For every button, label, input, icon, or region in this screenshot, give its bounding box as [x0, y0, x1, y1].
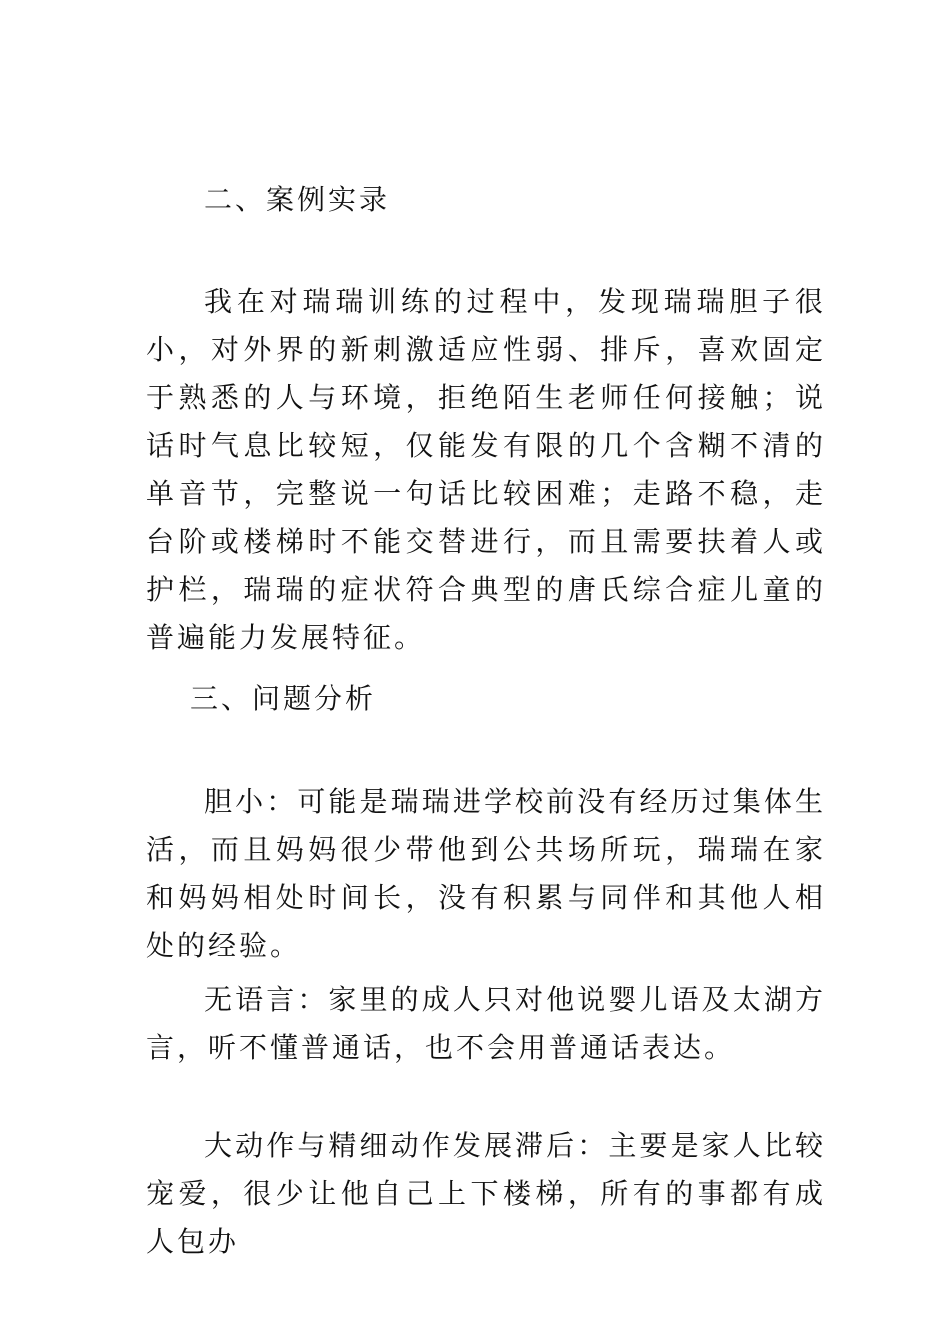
paragraph-timidity: 胆小：可能是瑞瑞进学校前没有经历过集体生活，而且妈妈很少带他到公共场所玩，瑞瑞在家和妈妈相处时间长，没有积累与同伴和其他人相处的经验。 — [146, 785, 826, 962]
paragraph-case-description: 我在对瑞瑞训练的过程中，发现瑞瑞胆子很小，对外界的新刺激适应性弱、排斥，喜欢固定于熟悉的人与环境，拒绝陌生老师任何接触；说话时气息比较短，仅能发有限的几个含糊不清的单音节，完整说一句话比较困难；走路不稳，走台阶或楼梯时不能交替进行，而且需要扶着人或护栏，瑞瑞的症状符合典型的唐氏综合症儿童的普遍能力发展特征。 — [146, 285, 826, 654]
paragraph-motor-delay: 大动作与精细动作发展滞后：主要是家人比较宠爱，很少让他自己上下楼梯，所有的事都有成人包办 — [146, 1129, 826, 1258]
section-heading-case-record: 二、案例实录 — [204, 183, 391, 216]
section-heading-problem-analysis: 三、问题分析 — [190, 682, 377, 715]
paragraph-no-language: 无语言：家里的成人只对他说婴儿语及太湖方言，听不懂普通话，也不会用普通话表达。 — [146, 983, 826, 1064]
